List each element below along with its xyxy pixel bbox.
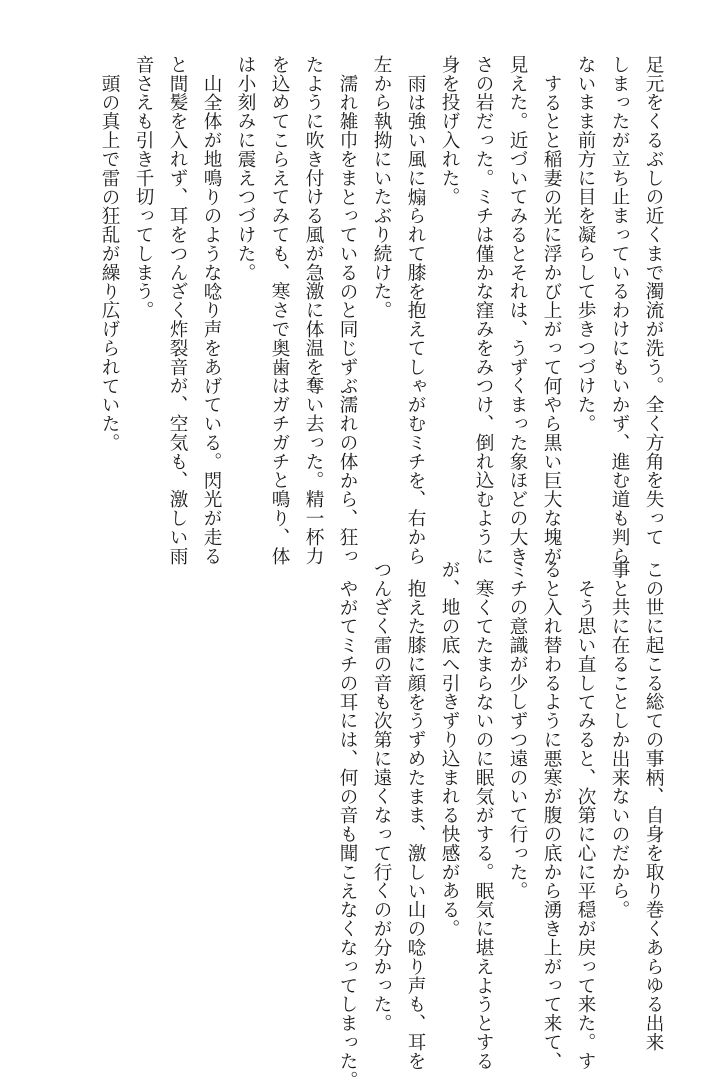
text-line-top-16: 音さえも引き千切ってしまう。 [133, 55, 154, 320]
text-line-top-7: 身を投げ入れた。 [439, 55, 460, 207]
text-line-top-5: 見えた。近づいてみるとそれは、うずくまった象ほどの大き [507, 55, 528, 566]
text-line-top-8: 雨は強い風に煽られて膝を抱えてしゃがむミチを、右から [405, 74, 426, 566]
text-line-bottom-1: この世に起こる総ての事柄、自身を取り巻くあらゆる出来 [643, 560, 664, 1052]
text-line-bottom-2: 事と共に在ることしか出来ないのだから。 [609, 560, 630, 920]
text-line-top-12: を込めてこらえてみても、寒さで奥歯はガチガチと鳴り、体 [269, 55, 290, 566]
text-line-top-11: たように吹き付ける風が急激に体温を奪い去った。精一杯力 [303, 55, 324, 566]
text-line-top-10: 濡れ雑巾をまとっているのと同じずぶ濡れの体から、狂っ [337, 74, 358, 566]
text-line-bottom-9: つんざく雷の音も次第に遠くなって行くのが分かった。 [371, 560, 392, 1033]
text-line-top-14: 山全体が地鳴りのような唸り声をあげている。閃光が走る [201, 74, 222, 566]
text-line-top-13: は小刻みに震えつづけた。 [235, 55, 256, 282]
text-line-bottom-4: ると入れ替わるように悪寒が腹の底から湧き上がって来て、 [541, 560, 562, 1071]
text-line-bottom-6: 寒くてたまらないのに眠気がする。眠気に堪えようとする [473, 579, 494, 1071]
text-line-top-3: ないまま前方に目を凝らして歩きつづけた。 [575, 55, 596, 433]
text-line-bottom-8: 抱えた膝に顔をうずめたまま、激しい山の唸り声も、耳を [405, 579, 426, 1071]
text-line-top-9: 左から執拗にいたぶり続けた。 [371, 55, 392, 320]
text-line-top-4: するとと稲妻の光に浮かび上がって何やら黒い巨大な塊が [541, 74, 562, 566]
text-line-bottom-5: ミチの意識が少しずつ遠のいて行った。 [507, 560, 528, 901]
text-line-top-1: 足元をくるぶしの近くまで濁流が洗う。全く方角を失って [643, 55, 664, 547]
text-line-top-2: しまったが立ち止まっているわけにもいかず、進む道も判ら [609, 55, 630, 566]
text-line-bottom-10: やがてミチの耳には、何の音も聞こえなくなってしまった。 [337, 579, 358, 1089]
text-line-bottom-3: そう思い直してみると、次第に心に平穏が戻って来た。す [575, 579, 596, 1071]
text-line-top-6: さの岩だった。ミチは僅かな窪みをみつけ、倒れ込むように [473, 55, 494, 566]
text-line-top-15: と間髪を入れず、耳をつんざく炸裂音が、空気も、激しい雨 [167, 55, 188, 566]
text-line-top-17: 頭の真上で雷の狂乱が繰り広げられていた。 [99, 74, 120, 452]
text-line-bottom-7: が、地の底へ引きずり込まれる快感がある。 [439, 560, 460, 938]
